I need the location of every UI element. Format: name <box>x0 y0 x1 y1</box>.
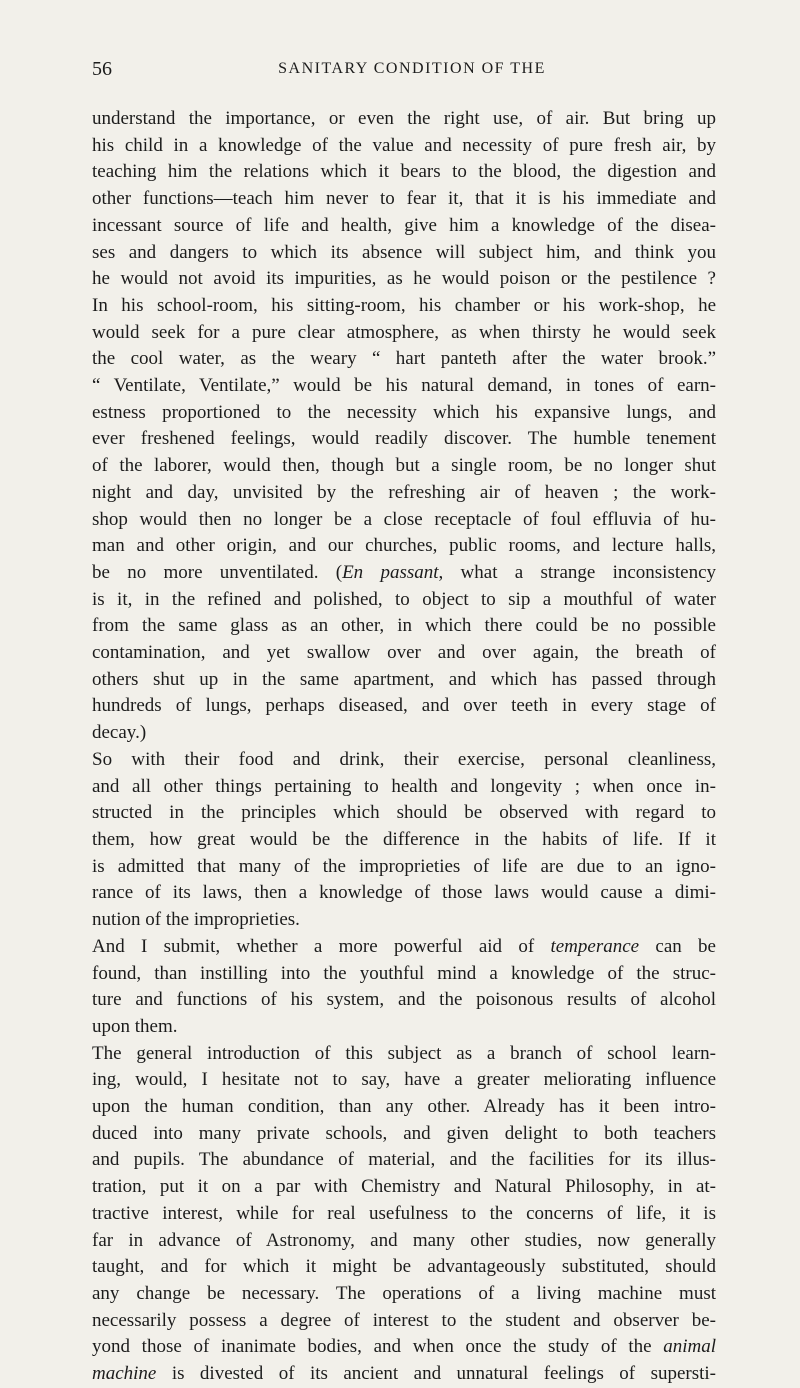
text-line: understand the importance, or even the right use, of air. But bring up <box>92 108 716 129</box>
text-line: ses and dangers to which its absence will subject him, and think you <box>92 241 716 263</box>
text-line: and all other things pertaining to health and longevity ; when once in- <box>92 775 716 797</box>
text-line: rance of its laws, then a knowledge of those laws would cause a dimi- <box>92 882 716 904</box>
text-line: upon the human condition, than any other. Already has it been intro- <box>92 1096 716 1118</box>
italic-phrase: animal <box>663 1336 716 1358</box>
italic-phrase: machine <box>92 1363 157 1385</box>
page-header <box>92 58 732 84</box>
text-line: from the same glass as an other, in which there could be no possible <box>92 615 716 637</box>
paragraph-2 <box>92 747 716 934</box>
text-line: other functions—teach him never to fear it, that it is his immediate and <box>92 188 716 210</box>
text-line: The general introduction of this subject as a branch of school learn- <box>92 1042 716 1064</box>
text-line: necessarily possess a degree of interest to the student and observer be- <box>92 1309 716 1331</box>
paragraph-3 <box>92 934 716 1041</box>
text-fragment: can be <box>639 935 716 957</box>
text-line: night and day, unvisited by the refreshing air of heaven ; the work- <box>92 481 716 503</box>
text-line: So with their food and drink, their exercise, personal cleanliness, <box>92 748 716 770</box>
text-line: far in advance of Astronomy, and many other studies, now generally <box>92 1229 716 1251</box>
paragraph-4 <box>92 1041 716 1388</box>
text-line: and pupils. The abundance of material, and the facilities for its illus- <box>92 1149 716 1171</box>
text-line: tration, put it on a par with Chemistry and Natural Philosophy, in at- <box>92 1176 716 1198</box>
text-line: would seek for a pure clear atmosphere, as when thirsty he would seek <box>92 321 716 343</box>
page-number: 56 <box>92 58 112 80</box>
text-line <box>92 934 716 961</box>
text-line: structed in the principles which should be observed with regard to <box>92 802 716 824</box>
text-fragment: yond those of inanimate bodies, and when once the study of the <box>92 1336 664 1358</box>
text-line: ever freshened feelings, would readily discover. The humble tenement <box>92 428 716 450</box>
text-line: others shut up in the same apartment, and which has passed through <box>92 668 716 690</box>
text-line: his child in a knowledge of the value and necessity of pure fresh air, by <box>92 134 716 156</box>
text-line: taught, and for which it might be advantageously substituted, should <box>92 1256 716 1278</box>
text-line: teaching him the relations which it bears to the blood, the digestion and <box>92 161 716 183</box>
text-fragment: be no more unventilated. ( <box>92 561 343 583</box>
text-line: found, than instilling into the youthful mind a knowledge of the struc- <box>92 962 716 984</box>
text-line: he would not avoid its impurities, as he would poison or the pestilence ? <box>92 268 716 290</box>
text-line: them, how great would be the difference in the habits of life. If it <box>92 828 716 850</box>
text-line: nution of the improprieties. <box>92 909 300 931</box>
text-line: man and other origin, and our churches, public rooms, and lecture halls, <box>92 535 716 557</box>
text-line: “ Ventilate, Ventilate,” would be his natural demand, in tones of earn- <box>92 375 716 397</box>
text-line: the cool water, as the weary “ hart panteth after the water brook.” <box>92 348 716 370</box>
text-line: tractive interest, while for real usefulness to the concerns of life, it is <box>92 1202 716 1224</box>
text-line: contamination, and yet swallow over and over again, the breath of <box>92 642 716 664</box>
text-line: ture and functions of his system, and the poisonous results of alcohol <box>92 989 716 1011</box>
text-line: incessant source of life and health, give him a knowledge of the disea- <box>92 214 716 236</box>
text-line: of the laborer, would then, though but a single room, be no longer shut <box>92 455 716 477</box>
text-line: hundreds of lungs, perhaps diseased, and over teeth in every stage of <box>92 695 716 717</box>
text-line <box>92 1334 716 1361</box>
text-line: decay.) <box>92 722 147 744</box>
text-line <box>92 1361 716 1388</box>
italic-phrase: temperance <box>550 935 640 957</box>
text-line: is admitted that many of the improprieties of life are due to an igno- <box>92 855 716 877</box>
text-line: ing, would, I hesitate not to say, have a greater meliorating influence <box>92 1069 716 1091</box>
text-fragment: is divested of its ancient and unnatural feelings of supersti- <box>156 1363 716 1385</box>
text-line <box>92 560 716 587</box>
text-line: any change be necessary. The operations of a living machine must <box>92 1282 716 1304</box>
text-line: estness proportioned to the necessity which his expansive lungs, and <box>92 401 716 423</box>
paragraph-1 <box>92 106 716 747</box>
text-line: In his school-room, his sitting-room, his chamber or his work-shop, he <box>92 294 716 316</box>
text-line: shop would then no longer be a close receptacle of foul effluvia of hu- <box>92 508 716 530</box>
text-line: upon them. <box>92 1015 178 1037</box>
text-fragment: And I submit, whether a more powerful aid of <box>92 935 551 957</box>
text-line: is it, in the refined and polished, to object to sip a mouthful of water <box>92 588 716 610</box>
text-line: duced into many private schools, and given delight to both teachers <box>92 1122 716 1144</box>
italic-phrase: En passant <box>342 561 439 583</box>
running-head: SANITARY CONDITION OF THE <box>278 60 546 77</box>
body-text <box>92 106 716 1388</box>
text-fragment: , what a strange inconsistency <box>438 561 717 583</box>
